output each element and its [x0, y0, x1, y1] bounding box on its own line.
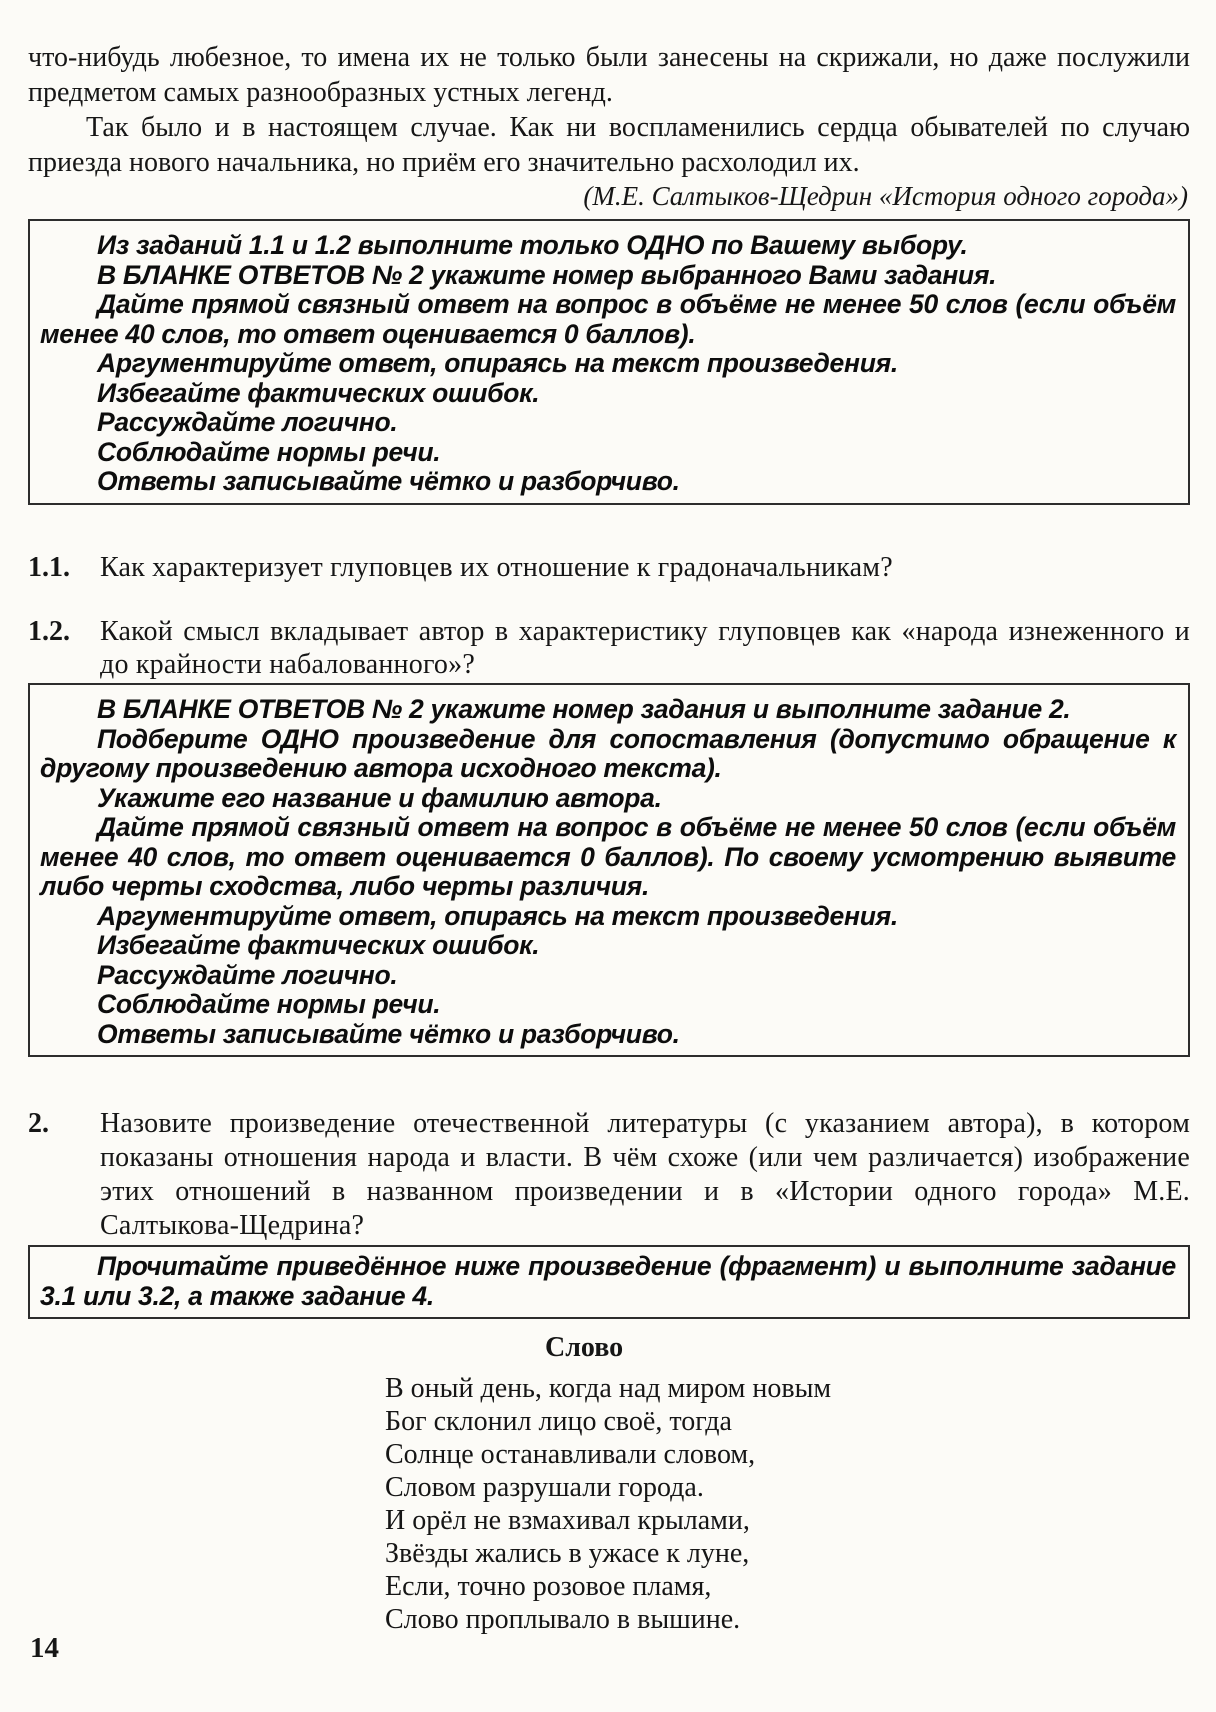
instruction-line: Прочитайте приведённое ниже произведение (фрагмент) и выполните задание 3.1 или 3.2, а также задание 4.	[40, 1251, 1176, 1311]
instruction-line: Дайте прямой связный ответ на вопрос в объёме не менее 50 слов (если объём менее 40 слов, то ответ оценивается 0 баллов). По своему усмотрению выявите либо черты сходства, либо черты различия.	[40, 812, 1176, 901]
instruction-line: Аргументируйте ответ, опираясь на текст произведения.	[97, 900, 898, 931]
poem-line: Бог склонил лицо своё, тогда	[385, 1406, 732, 1437]
instruction-line: В БЛАНКЕ ОТВЕТОВ № 2 укажите номер задания и выполните задание 2.	[97, 694, 1071, 724]
poem-line: В оный день, когда над миром новым	[385, 1373, 832, 1404]
instruction-line: Избегайте фактических ошибок.	[97, 930, 540, 960]
poem-lines	[385, 1372, 865, 1636]
question-2-text: Назовите произведение отечественной литературы (с указанием автора), в котором показаны отношения народа и власти. В чём схоже (или чем различается) изображение этих отношений в названном произведении и в «Истории одного города» М.Е. Салтыкова-Щедрина?	[100, 1108, 1190, 1241]
excerpt-paragraph-1: что-нибудь любезное, то имена их не только были занесены на скрижали, но даже послужили предметом самых разнообразных устных легенд.	[28, 42, 1190, 108]
instruction-line: Избегайте фактических ошибок.	[97, 377, 540, 408]
question-1-2-number: 1.2.	[28, 616, 70, 647]
page-number: 14	[30, 1632, 59, 1664]
instruction-line: Подберите ОДНО произведение для сопоставления (допустимо обращение к другому произведению автора исходного текста).	[40, 723, 1176, 783]
excerpt-paragraph-2: Так было и в настоящем случае. Как ни воспламенились сердца обывателей по случаю приезда нового начальника, но приём его значительно расхолодил их.	[28, 112, 1190, 178]
poem-line: Слово проплывало в вышине.	[385, 1604, 741, 1635]
question-1-1	[28, 551, 1190, 584]
instruction-line: Ответы записывайте чётко и разборчиво.	[97, 466, 680, 496]
instruction-box-task2	[28, 683, 1190, 1057]
instruction-line: Рассуждайте логично.	[97, 407, 398, 437]
poem-block	[385, 1331, 865, 1636]
instruction-line: Ответы записывайте чётко и разборчиво.	[97, 1018, 680, 1049]
question-2-number: 2.	[28, 1108, 49, 1139]
question-1-2	[28, 615, 1190, 681]
poem-line: И орёл не взмахивал крылами,	[385, 1505, 750, 1536]
instruction-line: В БЛАНКЕ ОТВЕТОВ № 2 укажите номер выбранного Вами задания.	[97, 259, 997, 290]
instruction-line: Укажите его название и фамилию автора.	[97, 782, 662, 813]
question-2	[28, 1107, 1190, 1243]
instruction-line: Соблюдайте нормы речи.	[97, 436, 441, 467]
question-1-2-text: Какой смысл вкладывает автор в характеристику глуповцев как «народа изнеженного и до крайности набалованного»?	[100, 616, 1190, 680]
excerpt-block	[28, 40, 1190, 213]
instruction-line: Дайте прямой связный ответ на вопрос в объёме не менее 50 слов (если объём менее 40 слов, то ответ оценивается 0 баллов).	[40, 289, 1176, 349]
instruction-box-task3	[28, 1245, 1190, 1319]
poem-title: Слово	[545, 1332, 624, 1363]
poem-line: Звёзды жались в ужасе к луне,	[385, 1538, 750, 1569]
poem-line: Если, точно розовое пламя,	[385, 1571, 712, 1602]
instruction-line: Из заданий 1.1 и 1.2 выполните только ОДНО по Вашему выбору.	[97, 230, 968, 260]
instruction-line: Аргументируйте ответ, опираясь на текст произведения.	[97, 348, 898, 378]
poem-line: Словом разрушали города.	[385, 1472, 704, 1503]
excerpt-attribution: (М.Е. Салтыков-Щедрин «История одного города»)	[583, 181, 1188, 211]
poem-line: Солнце останавливали словом,	[385, 1439, 756, 1470]
instruction-box-task1	[28, 219, 1190, 505]
instruction-line: Соблюдайте нормы речи.	[97, 989, 441, 1019]
question-1-1-number: 1.1.	[28, 552, 70, 583]
question-1-1-text: Как характеризует глуповцев их отношение к градоначальникам?	[100, 552, 893, 583]
instruction-line: Рассуждайте логично.	[97, 959, 398, 990]
